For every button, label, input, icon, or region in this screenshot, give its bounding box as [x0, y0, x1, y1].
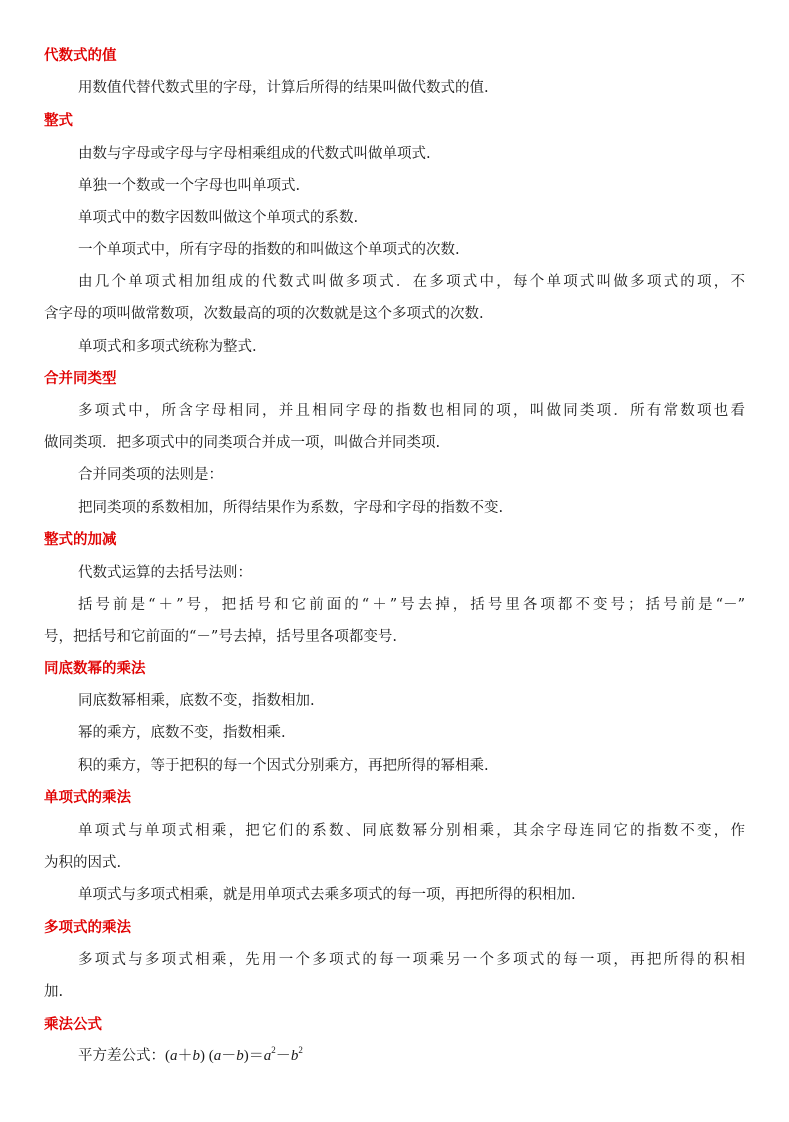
- section-heading: 乘法公式: [44, 1017, 102, 1033]
- paragraph: 单项式与单项式相乘，把它们的系数、同底数幂分别相乘，其余字母连同它的指数不变，作: [78, 823, 745, 839]
- section-heading: 整式的加减: [44, 532, 117, 548]
- paragraph: 单独一个数或一个字母也叫单项式.: [78, 178, 301, 194]
- paragraph: 含字母的项叫做常数项，次数最高的项的次数就是这个多项式的次数.: [44, 306, 484, 322]
- paragraph: 代数式运算的去括号法则：: [78, 565, 252, 581]
- paragraph: 合并同类项的法则是：: [78, 467, 223, 483]
- paragraph: 幂的乘方，底数不变，指数相乘.: [78, 725, 286, 741]
- paragraph: 括号前是“＋”号，把括号和它前面的“＋”号去掉，括号里各项都不变号；括号前是“－”: [78, 597, 745, 613]
- paragraph: 积的乘方，等于把积的每一个因式分别乘方，再把所得的幂相乘.: [78, 758, 489, 774]
- paragraph: 单项式与多项式相乘，就是用单项式去乘多项式的每一项，再把所得的积相加.: [78, 887, 576, 903]
- section-heading: 整式: [44, 113, 73, 129]
- paragraph: 一个单项式中，所有字母的指数的和叫做这个单项式的次数.: [78, 242, 460, 258]
- section-heading: 代数式的值: [44, 48, 117, 64]
- paragraph: 把同类项的系数相加，所得结果作为系数，字母和字母的指数不变.: [78, 500, 504, 516]
- paragraph: 用数值代替代数式里的字母，计算后所得的结果叫做代数式的值.: [78, 80, 489, 96]
- paragraph: 由数与字母或字母与字母相乘组成的代数式叫做单项式.: [78, 146, 431, 162]
- paragraph: 多项式中，所含字母相同，并且相同字母的指数也相同的项，叫做同类项．所有常数项也看: [78, 403, 745, 419]
- section-heading: 合并同类型: [44, 371, 117, 387]
- section-heading: 多项式的乘法: [44, 920, 131, 936]
- difference-of-squares-formula: (a＋b) $(a-b)=a^2-b^2$: [165, 1045, 303, 1064]
- paragraph: 号，把括号和它前面的“－”号去掉，括号里各项都变号.: [44, 629, 397, 645]
- paragraph: 同底数幂相乘，底数不变，指数相加.: [78, 693, 315, 709]
- formula-label: 平方差公式：: [78, 1048, 165, 1064]
- section-heading: 同底数幂的乘法: [44, 661, 146, 677]
- section-heading: 单项式的乘法: [44, 790, 131, 806]
- formula-line: [78, 1045, 303, 1067]
- paragraph: 单项式和多项式统称为整式.: [78, 339, 257, 355]
- paragraph: 为积的因式.: [44, 855, 122, 871]
- paragraph: 加.: [44, 984, 64, 1000]
- paragraph: 单项式中的数字因数叫做这个单项式的系数.: [78, 210, 359, 226]
- paragraph: 做同类项．把多项式中的同类项合并成一项，叫做合并同类项.: [44, 435, 441, 451]
- paragraph: 多项式与多项式相乘，先用一个多项式的每一项乘另一个多项式的每一项，再把所得的积相: [78, 952, 745, 968]
- paragraph: 由几个单项式相加组成的代数式叫做多项式．在多项式中，每个单项式叫做多项式的项，不: [78, 274, 745, 290]
